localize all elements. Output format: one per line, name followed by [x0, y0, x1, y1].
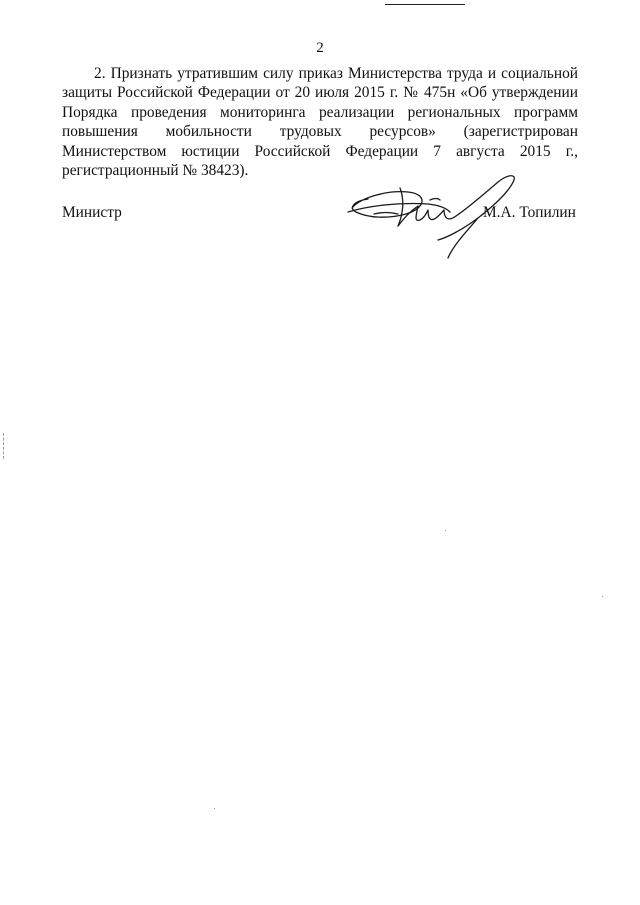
page-number: 2 [316, 40, 324, 56]
body-paragraph: 2. Признать утратившим силу приказ Министерства труда и социальной защиты Российской Федерации от 20 июля 2015 г. № 475н «Об утверждении Порядка проведения мониторинга реализации региональных программ повышения мобильности трудовых ресурсов» (зарегистрирован Министерством юстиции Российской Федерации 7 августа 2015 г., регистрационный № 38423). [62, 65, 578, 180]
scan-artifact [3, 433, 5, 459]
scan-speck [602, 596, 603, 597]
scan-speck [214, 808, 215, 809]
scan-speck [445, 530, 446, 531]
header-rule [385, 4, 465, 5]
signatory-title: Министр [62, 204, 122, 221]
signatory-name: М.А. Топилин [483, 204, 576, 221]
